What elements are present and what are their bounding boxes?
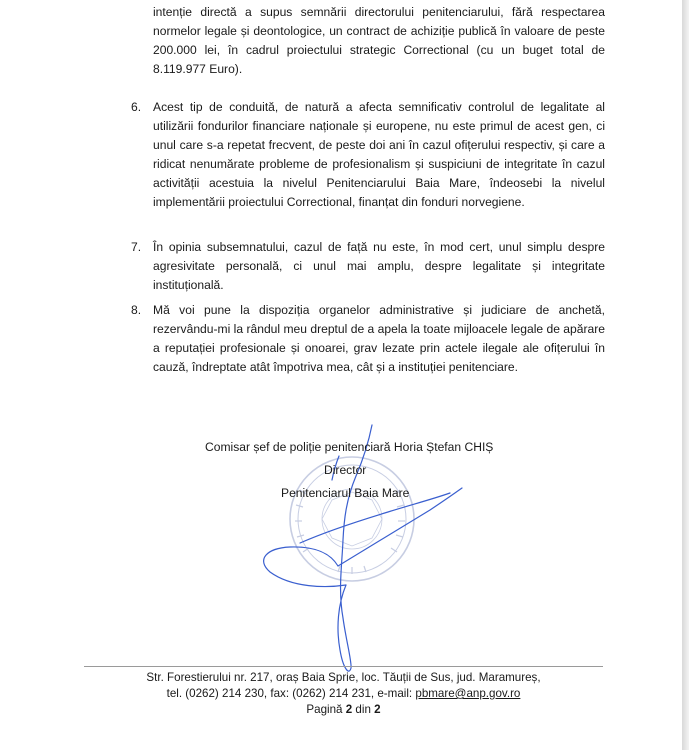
paragraph-7: În opinia subsemnatului, cazul de față nu este, în mod cert, unul simplu despre agresivitate personală, ci unul mai amplu, despre legalitate și integritate instituțională. [153,240,605,292]
page-total: 2 [374,703,381,716]
signatory-role: Director [324,463,367,477]
signatory-name-line: Comisar șef de poliție penitenciară Horia Ștefan CHIȘ [205,440,494,454]
footer-contact-text: tel. (0262) 214 230, fax: (0262) 214 231, e-mail: [166,687,416,700]
page-word: Pagină [306,703,343,716]
paragraph-7-number: 7. [131,240,142,254]
footer-contact [84,686,603,702]
page-of: din [355,703,371,716]
paragraph-5-tail: intenție directă a supus semnării directorului penitenciarului, fără respectarea normelor legale și deontologice, un contract de achiziție publică în valoare de peste 200.000 lei, în cadrul proiectului strategic Correctional (cu un buget total de 8.119.977 Euro). [153,5,605,76]
footer-divider [84,666,603,667]
page-number [84,702,603,718]
footer-email-link[interactable]: pbmare@anp.gov.ro [415,687,521,700]
paragraph-6-number: 6. [131,100,142,114]
page-shadow [682,0,689,750]
signatory-institution: Penitenciarul Baia Mare [281,486,410,500]
paragraph-8-number: 8. [131,303,142,317]
paragraph-6: Acest tip de conduită, de natură a afecta semnificativ controlul de legalitate al utilizării fondurilor financiare naționale și europene, nu este primul de acest gen, ci unul care s-a repetat frecvent, de peste doi ani în cazul ofițerului respectiv, și care a ridicat nenumărate probleme de profesionalism și suspiciuni de integritate în cazul activității acestuia la nivelul Penitenciarului Baia Mare, îndeosebi la nivelul implementării proiectului Correctional, finanțat din fonduri norvegiene. [153,100,605,209]
footer-address: Str. Forestierului nr. 217, oraș Baia Sprie, loc. Tăuții de Sus, jud. Maramureș, [146,671,541,684]
paragraph-8: Mă voi pune la dispoziția organelor administrative și judiciare de anchetă, rezervându-mi la rândul meu dreptul de a apela la toate mijloacele legale de apărare a reputației profesionale și onoarei, grav lezate prin actele ilegale ale ofițerului în cauză, îndreptate atât împotriva mea, cât și a instituției penitenciare. [153,303,605,374]
page-current: 2 [345,703,353,716]
